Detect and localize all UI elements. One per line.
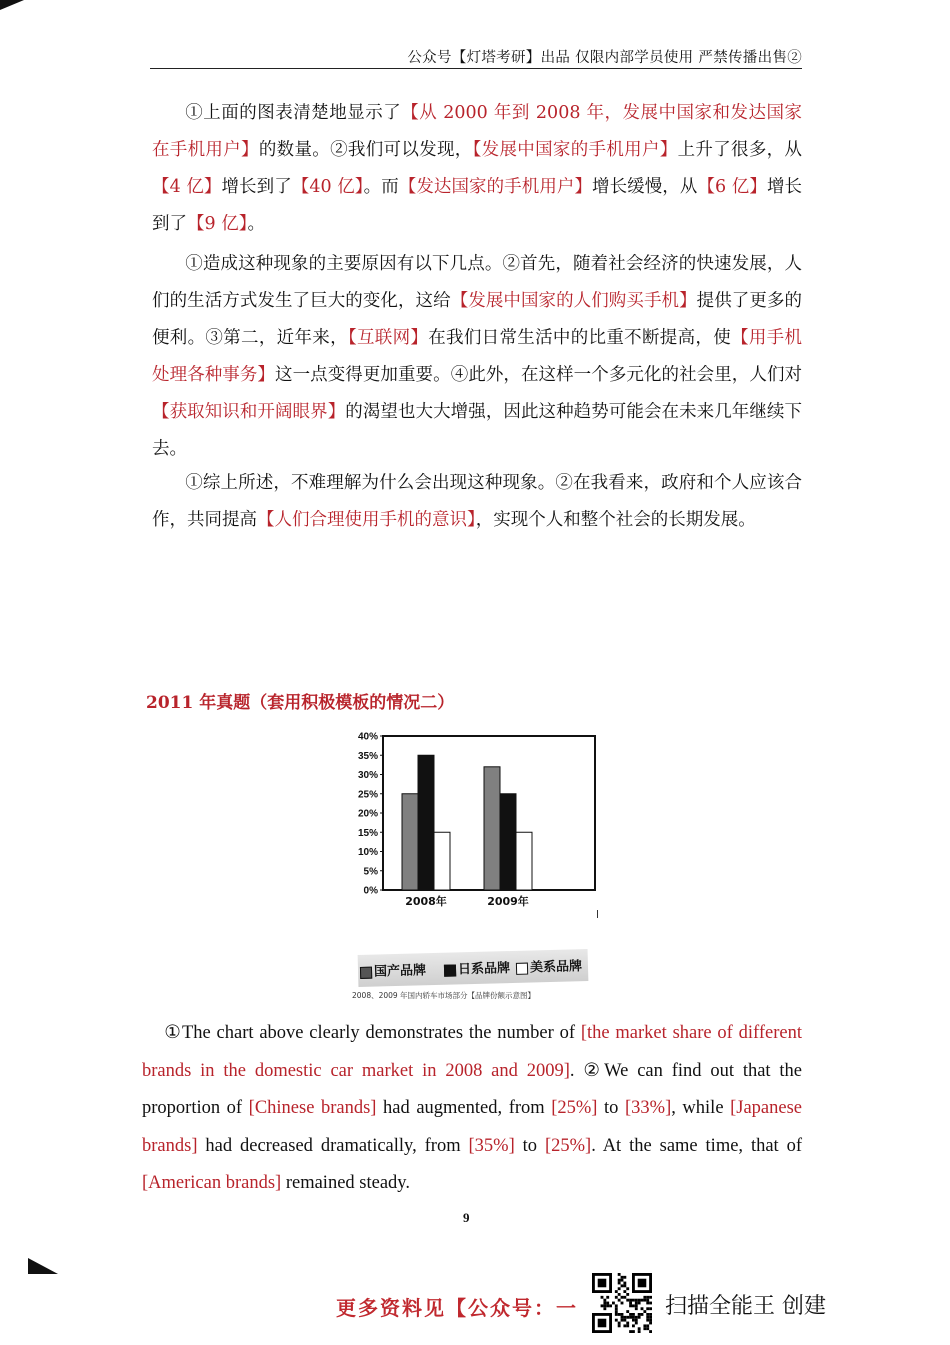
cn-paragraph-1 <box>152 95 802 243</box>
y-tick-label: 0% <box>363 885 378 897</box>
highlighted-phrase: 【发达国家的手机用户】 <box>398 177 593 197</box>
bar <box>402 794 418 890</box>
section-title: 2011 年真题（套用积极模板的情况二） <box>146 693 455 713</box>
legend-swatch <box>516 962 528 974</box>
y-tick-label: 35% <box>357 750 378 762</box>
paragraph-text <box>152 246 802 468</box>
text-run: ，实现个人和整个社会的长期发展。 <box>475 510 756 530</box>
legend-item-chinese: 国产品牌 <box>360 959 426 980</box>
text-run: 上升了很多，从 <box>677 140 802 160</box>
highlighted-phrase: 【发展中国家的人们购买手机】 <box>450 291 697 311</box>
highlighted-phrase: [Japanese brands] <box>142 1098 803 1156</box>
footer-scanner-credit: 扫描全能王 创建 <box>665 1294 826 1319</box>
text-run: 的数量。②我们可以发现， <box>258 140 473 160</box>
paragraph-text <box>152 465 802 539</box>
highlighted-phrase: [35%] <box>468 1135 515 1156</box>
legend-swatch <box>360 966 372 978</box>
page-number: 9 <box>463 1210 470 1225</box>
y-tick-label: 20% <box>357 808 378 820</box>
chart-x-axis <box>405 894 529 908</box>
cn-paragraph-3 <box>152 465 802 539</box>
text-run: ①造成这种现象的主要原因有以下几点。②首先，随着社会经济的快速发展，人们的生活方式发生了巨大的变化，这给 <box>152 254 802 311</box>
text-run: to <box>514 1135 545 1156</box>
highlighted-phrase: 【9 亿】 <box>187 214 248 234</box>
highlighted-phrase: 【用手机处理各种事务】 <box>152 328 802 385</box>
bar <box>418 755 434 890</box>
chart-y-axis <box>358 732 383 897</box>
x-category-label: 2008年 <box>405 895 447 908</box>
highlighted-phrase: 【6 亿】 <box>697 177 767 197</box>
text-run: 的渴望也大大增强，因此这种趋势可能会在未来几年继续下去。 <box>152 402 802 459</box>
highlighted-phrase: [25%] <box>544 1135 592 1156</box>
text-run: ①The chart above clearly demonstrates the number of <box>164 1023 581 1043</box>
text-run: remained steady. <box>281 1173 410 1193</box>
x-category-label: 2009年 <box>487 895 529 908</box>
y-tick-label: 5% <box>363 866 378 878</box>
text-run: ①综上所述，不难理解为什么会出现这种现象。②在我看来，政府和个人应该合作，共同提高 <box>152 473 802 530</box>
text-run: 增长到了 <box>221 177 292 197</box>
text-run: 。 <box>247 214 265 234</box>
text-run: had decreased dramatically, from <box>197 1135 469 1156</box>
page-header: 公众号【灯塔考研】出品 仅限内部学员使用 严禁传播出售② <box>407 50 802 66</box>
y-tick-label: 15% <box>357 827 378 839</box>
scan-corner-mark <box>0 0 24 10</box>
text-run: had augmented, from <box>376 1098 552 1118</box>
highlighted-phrase: [the market share of different brands in the domestic car market in 2008 and 2009] <box>142 1023 802 1081</box>
y-tick-label: 40% <box>357 731 378 743</box>
highlighted-phrase: [Chinese brands] <box>248 1098 377 1118</box>
qr-code-icon <box>592 1273 652 1333</box>
text-run: . At the same time, that of <box>591 1135 803 1156</box>
stray-mark <box>597 910 598 918</box>
highlighted-phrase: 【互联网】 <box>347 328 429 348</box>
legend-item-american: 美系品牌 <box>516 955 582 976</box>
highlighted-phrase: [American brands] <box>142 1173 282 1193</box>
bar-chart <box>340 728 610 910</box>
text-run: 增长缓慢，从 <box>592 177 698 197</box>
highlighted-phrase: 【40 亿】 <box>291 177 364 197</box>
footer-promo: 更多资料见【公众号：一 <box>336 1296 578 1320</box>
text-run: 提供了更多的便利。③第二，近年来， <box>152 291 803 348</box>
text-run: . ②We can find out that the proportion of <box>142 1060 803 1118</box>
highlighted-phrase: [33%] <box>625 1098 672 1118</box>
cn-paragraph-2 <box>152 246 802 468</box>
text-run: 。而 <box>363 177 399 197</box>
text-run: 在我们日常生活中的比重不断提高，使 <box>428 328 732 348</box>
highlighted-phrase: 【从 2000 年到 2008 年，发展中国家和发达国家在手机用户】 <box>152 103 802 160</box>
chart-caption: 2008、2009 年国内轿车市场部分【品牌份额示意图】 <box>352 991 536 1000</box>
text-run: ①上面的图表清楚地显示了 <box>185 103 402 123</box>
bar <box>516 832 532 890</box>
bar <box>500 794 516 890</box>
paragraph-text <box>142 1015 802 1203</box>
chart-bars <box>402 755 532 890</box>
en-paragraph <box>142 1015 802 1203</box>
y-tick-label: 25% <box>357 789 378 801</box>
header-divider <box>150 68 802 69</box>
text-run: , while <box>671 1098 731 1118</box>
highlighted-phrase: [25%] <box>551 1098 598 1118</box>
y-tick-label: 30% <box>357 770 378 781</box>
highlighted-phrase: 【发展中国家的手机用户】 <box>472 140 678 160</box>
text-run: 增长到了 <box>152 177 803 234</box>
text-run: to <box>597 1098 625 1118</box>
legend-item-japanese: 日系品牌 <box>444 957 510 978</box>
legend-swatch <box>444 964 456 976</box>
bar <box>434 832 450 890</box>
scan-corner-mark <box>28 1258 58 1274</box>
bar <box>484 767 500 890</box>
chart-legend <box>358 949 589 987</box>
highlighted-phrase: 【获取知识和开阔眼界】 <box>152 402 346 422</box>
highlighted-phrase: 【人们合理使用手机的意识】 <box>257 510 476 530</box>
text-run: 这一点变得更加重要。④此外，在这样一个多元化的社会里，人们对 <box>275 365 803 385</box>
y-tick-label: 10% <box>357 847 378 858</box>
highlighted-phrase: 【4 亿】 <box>152 177 222 197</box>
paragraph-text <box>152 95 802 243</box>
